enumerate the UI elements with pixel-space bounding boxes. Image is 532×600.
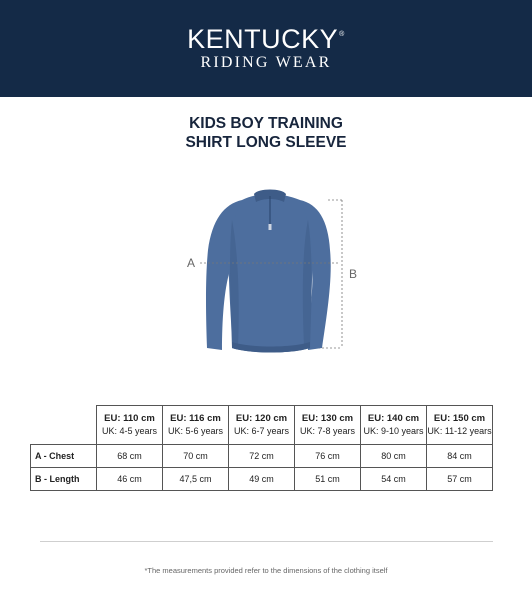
table-cell: 68 cm (97, 445, 163, 468)
size-column-header: EU: 150 cm UK: 11-12 years (427, 406, 493, 445)
table-row-chest (31, 445, 493, 468)
size-column-header: EU: 116 cm UK: 5-6 years (163, 406, 229, 445)
product-title-line-2: SHIRT LONG SLEEVE (185, 134, 347, 151)
table-cell: 57 cm (427, 468, 493, 491)
table-cell: 51 cm (295, 468, 361, 491)
shirt-illustration (180, 180, 360, 360)
divider (40, 541, 493, 542)
size-column-header: EU: 140 cm UK: 9-10 years (361, 406, 427, 445)
measure-a-label: A (187, 256, 196, 270)
size-column-header: EU: 110 cm UK: 4-5 years (97, 406, 163, 445)
size-column-header: EU: 120 cm UK: 6-7 years (229, 406, 295, 445)
product-title-line-1: KIDS BOY TRAINING (189, 115, 343, 132)
size-column-header: EU: 130 cm UK: 7-8 years (295, 406, 361, 445)
row-label: B - Length (31, 468, 97, 491)
registered-mark: ® (339, 31, 345, 38)
brand-name: KENTUCKY (187, 24, 339, 54)
table-cell: 72 cm (229, 445, 295, 468)
table-corner (31, 406, 97, 445)
table-cell: 46 cm (97, 468, 163, 491)
table-cell: 76 cm (295, 445, 361, 468)
brand-subtitle: RIDING WEAR (200, 54, 332, 71)
brand-header (0, 0, 532, 97)
product-title (0, 114, 532, 152)
table-cell: 49 cm (229, 468, 295, 491)
table-cell: 80 cm (361, 445, 427, 468)
table-row-length (31, 468, 493, 491)
brand-logo (0, 24, 532, 55)
table-cell: 47,5 cm (163, 468, 229, 491)
table-cell: 70 cm (163, 445, 229, 468)
footnote: *The measurements provided refer to the dimensions of the clothing itself (144, 566, 388, 575)
table-header-row (31, 406, 493, 445)
size-chart-table (30, 405, 493, 491)
shirt-icon (180, 180, 360, 360)
table-cell: 54 cm (361, 468, 427, 491)
measure-b-label: B (349, 267, 358, 281)
table-cell: 84 cm (427, 445, 493, 468)
row-label: A - Chest (31, 445, 97, 468)
